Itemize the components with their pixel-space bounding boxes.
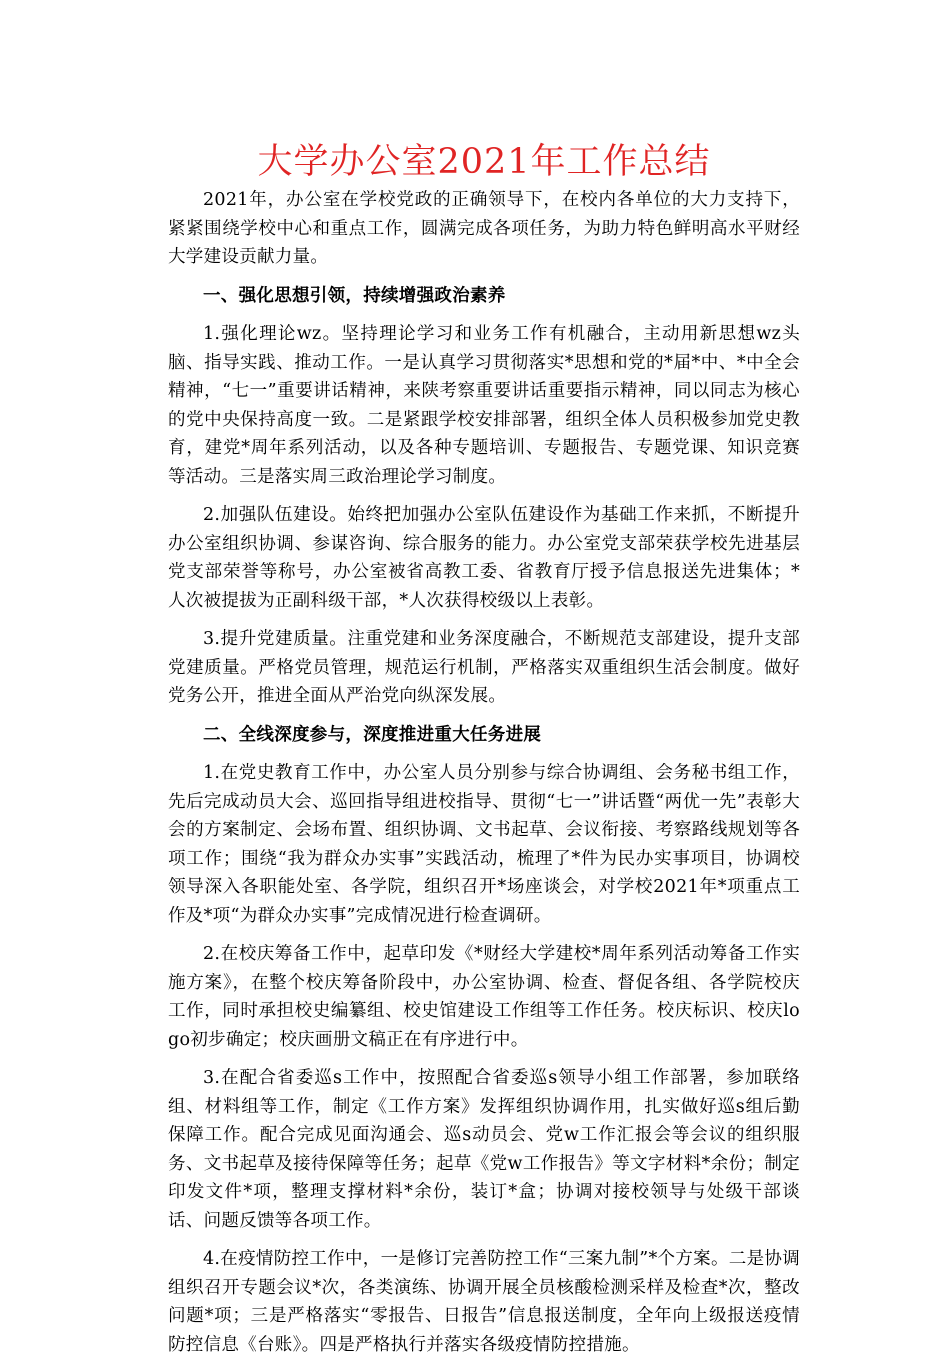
body-paragraph: 4.在疫情防控工作中，一是修订完善防控工作“三案九制”*个方案。二是协调组织召开专题会议*次，各类演练、协调开展全员核酸检测采样及检查*次，整改问题*项；三是严格落实“零报告、日报告”信息报送制度，全年向上级报送疫情防控信息《台账》。四是严格执行并落实各级疫情防控措施。 bbox=[168, 1249, 800, 1355]
body-paragraph: 2.加强队伍建设。始终把加强办公室队伍建设作为基础工作来抓，不断提升办公室组织协调、参谋咨询、综合服务的能力。办公室党支部荣获学校先进基层党支部荣誉等称号，办公室被省高教工委、省教育厅授予信息报送先进集体；*人次被提拔为正副科级干部，*人次获得校级以上表彰。 bbox=[168, 505, 800, 611]
section-heading: 二、全线深度参与，深度推进重大任务进展 bbox=[203, 724, 542, 745]
section-heading: 一、强化思想引领，持续增强政治素养 bbox=[203, 285, 506, 306]
section-2 bbox=[168, 721, 800, 1360]
body-paragraph: 3.提升党建质量。注重党建和业务深度融合，不断规范支部建设，提升支部党建质量。严格党员管理，规范运行机制，严格落实双重组织生活会制度。做好党务公开，推进全面从严治党向纵深发展。 bbox=[168, 629, 800, 706]
document-body bbox=[168, 186, 800, 1369]
intro-paragraph: 2021年，办公室在学校党政的正确领导下，在校内各单位的大力支持下，紧紧围绕学校中心和重点工作，圆满完成各项任务，为助力特色鲜明高水平财经大学建设贡献力量。 bbox=[168, 190, 800, 267]
body-paragraph: 2.在校庆筹备工作中，起草印发《*财经大学建校*周年系列活动筹备工作实施方案》，在整个校庆筹备阶段中，办公室协调、检查、督促各组、各学院校庆工作，同时承担校史编纂组、校史馆建设工作组等工作任务。校庆标识、校庆logo初步确定；校庆画册文稿正在有序进行中。 bbox=[168, 944, 800, 1050]
section-1 bbox=[168, 282, 800, 711]
body-paragraph: 3.在配合省委巡s工作中，按照配合省委巡s领导小组工作部署，参加联络组、材料组等工作，制定《工作方案》发挥组织协调作用，扎实做好巡s组后勤保障工作。配合完成见面沟通会、巡s动员会、党w工作汇报会等会议的组织服务、文书起草及接待保障等任务；起草《党w工作报告》等文字材料*余份；制定印发文件*项，整理支撑材料*余份，装订*盒；协调对接校领导与处级干部谈话、问题反馈等各项工作。 bbox=[168, 1068, 800, 1231]
body-paragraph: 1.在党史教育工作中，办公室人员分别参与综合协调组、会务秘书组工作，先后完成动员大会、巡回指导组进校指导、贯彻“七一”讲话暨“两优一先”表彰大会的方案制定、会场布置、组织协调、文书起草、会议衔接、考察路线规划等各项工作；围绕“我为群众办实事”实践活动，梳理了*件为民办实事项目，协调校领导深入各职能处室、各学院，组织召开*场座谈会，对学校2021年*项重点工作及*项“为群众办实事”完成情况进行检查调研。 bbox=[168, 763, 800, 926]
page-title: 大学办公室2021年工作总结 bbox=[257, 142, 711, 182]
body-paragraph: 1.强化理论wz。坚持理论学习和业务工作有机融合，主动用新思想wz头脑、指导实践、推动工作。一是认真学习贯彻落实*思想和党的*届*中、*中全会精神，“七一”重要讲话精神，来陕考察重要讲话重要指示精神，同以同志为核心的党中央保持高度一致。二是紧跟学校安排部署，组织全体人员积极参加党史教育，建党*周年系列活动，以及各种专题培训、专题报告、专题党课、知识竞赛等活动。三是落实周三政治理论学习制度。 bbox=[168, 324, 800, 487]
